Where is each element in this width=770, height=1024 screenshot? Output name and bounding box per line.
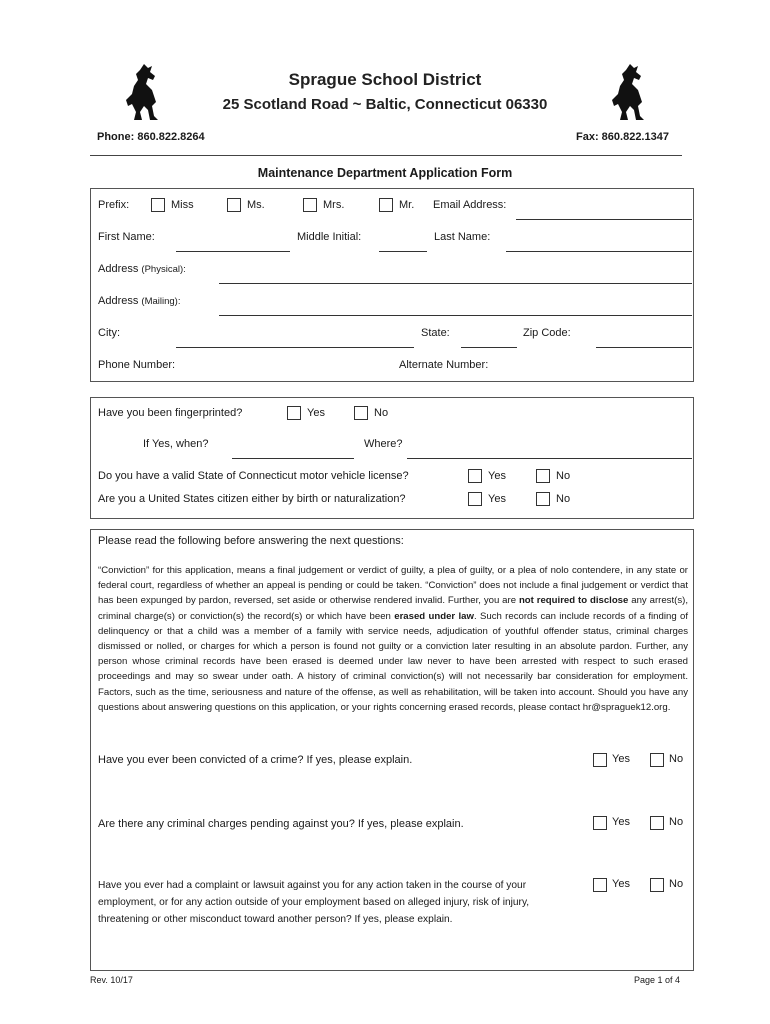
- zip-code-field[interactable]: [596, 347, 692, 348]
- revision-label: Rev. 10/17: [90, 975, 133, 985]
- phone-number: Phone: 860.822.8264: [97, 131, 205, 143]
- license-yes-checkbox[interactable]: [468, 469, 482, 483]
- license-no-label: No: [556, 470, 571, 482]
- fingerprint-question: Have you been fingerprinted?: [98, 407, 243, 419]
- email-field[interactable]: [516, 219, 692, 220]
- page-number: Page 1 of 4: [634, 975, 681, 985]
- pending-yes-checkbox[interactable]: [593, 816, 607, 830]
- pending-yes-label: Yes: [612, 816, 630, 828]
- address-physical-field[interactable]: [219, 283, 692, 284]
- district-address: 25 Scotland Road ~ Baltic, Connecticut 06330: [222, 96, 548, 113]
- prefix-label: Prefix:: [98, 199, 130, 211]
- prefix-mrs-label: Mrs.: [323, 199, 345, 211]
- fingerprint-when-field[interactable]: [232, 458, 354, 459]
- complaint-no-checkbox[interactable]: [650, 878, 664, 892]
- prefix-miss-checkbox[interactable]: [151, 198, 165, 212]
- citizen-yes-checkbox[interactable]: [468, 492, 482, 506]
- citizen-question: Are you a United States citizen either by birth or naturalization?: [98, 493, 406, 505]
- prefix-miss-label: Miss: [171, 199, 194, 211]
- zip-code-label: Zip Code:: [523, 327, 571, 339]
- fax-number: Fax: 860.822.1347: [576, 131, 669, 143]
- address-mailing-label: Address (Mailing):: [98, 295, 181, 307]
- complaint-yes-checkbox[interactable]: [593, 878, 607, 892]
- complaint-no-label: No: [669, 878, 684, 890]
- citizen-no-checkbox[interactable]: [536, 492, 550, 506]
- prefix-ms-label: Ms.: [247, 199, 265, 211]
- instructions-intro: Please read the following before answering the next questions:: [98, 535, 404, 547]
- convicted-yes-label: Yes: [612, 753, 630, 765]
- middle-initial-label: Middle Initial:: [297, 231, 362, 243]
- fingerprint-where-label: Where?: [364, 438, 403, 450]
- form-title: Maintenance Department Application Form: [257, 166, 513, 180]
- license-question: Do you have a valid State of Connecticut motor vehicle license?: [98, 470, 409, 482]
- pending-no-label: No: [669, 816, 684, 828]
- state-field[interactable]: [461, 347, 517, 348]
- prefix-ms-checkbox[interactable]: [227, 198, 241, 212]
- prefix-mrs-checkbox[interactable]: [303, 198, 317, 212]
- first-name-label: First Name:: [98, 231, 155, 243]
- pending-no-checkbox[interactable]: [650, 816, 664, 830]
- fingerprint-when-label: If Yes, when?: [143, 438, 209, 450]
- city-label: City:: [98, 327, 120, 339]
- personal-info-section: [90, 188, 694, 382]
- district-title: Sprague School District: [288, 70, 482, 89]
- address-physical-label: Address (Physical):: [98, 263, 186, 275]
- complaint-question: Have you ever had a complaint or lawsuit against you for any action taken in the course of your employment, or for any action outside of your employment based on alleged injury, risk of injury, threatening or other misconduct toward another person? If yes, please explain.: [98, 880, 530, 925]
- convicted-yes-checkbox[interactable]: [593, 753, 607, 767]
- pending-charges-question: Are there any criminal charges pending against you? If yes, please explain.: [98, 818, 464, 830]
- license-no-checkbox[interactable]: [536, 469, 550, 483]
- fingerprint-no-checkbox[interactable]: [354, 406, 368, 420]
- license-yes-label: Yes: [488, 470, 506, 482]
- phone-number-label: Phone Number:: [98, 359, 176, 371]
- fingerprint-no-label: No: [374, 407, 389, 419]
- last-name-field[interactable]: [506, 251, 692, 252]
- fingerprint-yes-label: Yes: [307, 407, 325, 419]
- complaint-yes-label: Yes: [612, 878, 630, 890]
- citizen-yes-label: Yes: [488, 493, 506, 505]
- address-mailing-field[interactable]: [219, 315, 692, 316]
- state-label: State:: [421, 327, 450, 339]
- fingerprint-yes-checkbox[interactable]: [287, 406, 301, 420]
- first-name-field[interactable]: [176, 251, 290, 252]
- middle-initial-field[interactable]: [379, 251, 427, 252]
- prefix-mr-label: Mr.: [399, 199, 415, 211]
- email-label: Email Address:: [433, 199, 507, 211]
- city-field[interactable]: [176, 347, 414, 348]
- convicted-no-checkbox[interactable]: [650, 753, 664, 767]
- citizen-no-label: No: [556, 493, 571, 505]
- header-divider: [90, 155, 682, 156]
- prefix-mr-checkbox[interactable]: [379, 198, 393, 212]
- convicted-no-label: No: [669, 753, 684, 765]
- convicted-question: Have you ever been convicted of a crime? If yes, please explain.: [98, 754, 413, 766]
- conviction-definition: “Conviction” for this application, means a final judgement or verdict of guilty, a plea of guilty, or a plea of nolo contendere, in any state or federal court, regardless of whether an appeal is pending or could be taken. “Conviction” does not include a final judgement or verdict that has been expunged by pardon, reversed, set aside or otherwise rendered invalid. Further, you are not required to disclose any arrest(s), criminal charge(s) or conviction(s) the record(s) or which have been erased under law. Such records can include records of a finding of delinquency or that a child was a member of a family with service needs, adjudication of youthful offender status, criminal charges dismissed or nolled, or charges for which a person is found not guilty or a conviction later resulting in an absolute pardon. Further, any person whose criminal records have been erased is deemed under law never to have been arrested with respect to such erased proceedings and may so swear under oath. A history of criminal conviction(s) will not necessarily bar consideration for employment. Factors, such as the time, seriousness and nature of the offense, as well as rehabilitation, will be taken into account. Should you have any questions about answering questions on this application, or your rights concerning erased records, please contact hr@spraguek12.org.: [98, 565, 688, 713]
- fingerprint-where-field[interactable]: [407, 458, 692, 459]
- alternate-number-label: Alternate Number:: [399, 359, 489, 371]
- last-name-label: Last Name:: [434, 231, 491, 243]
